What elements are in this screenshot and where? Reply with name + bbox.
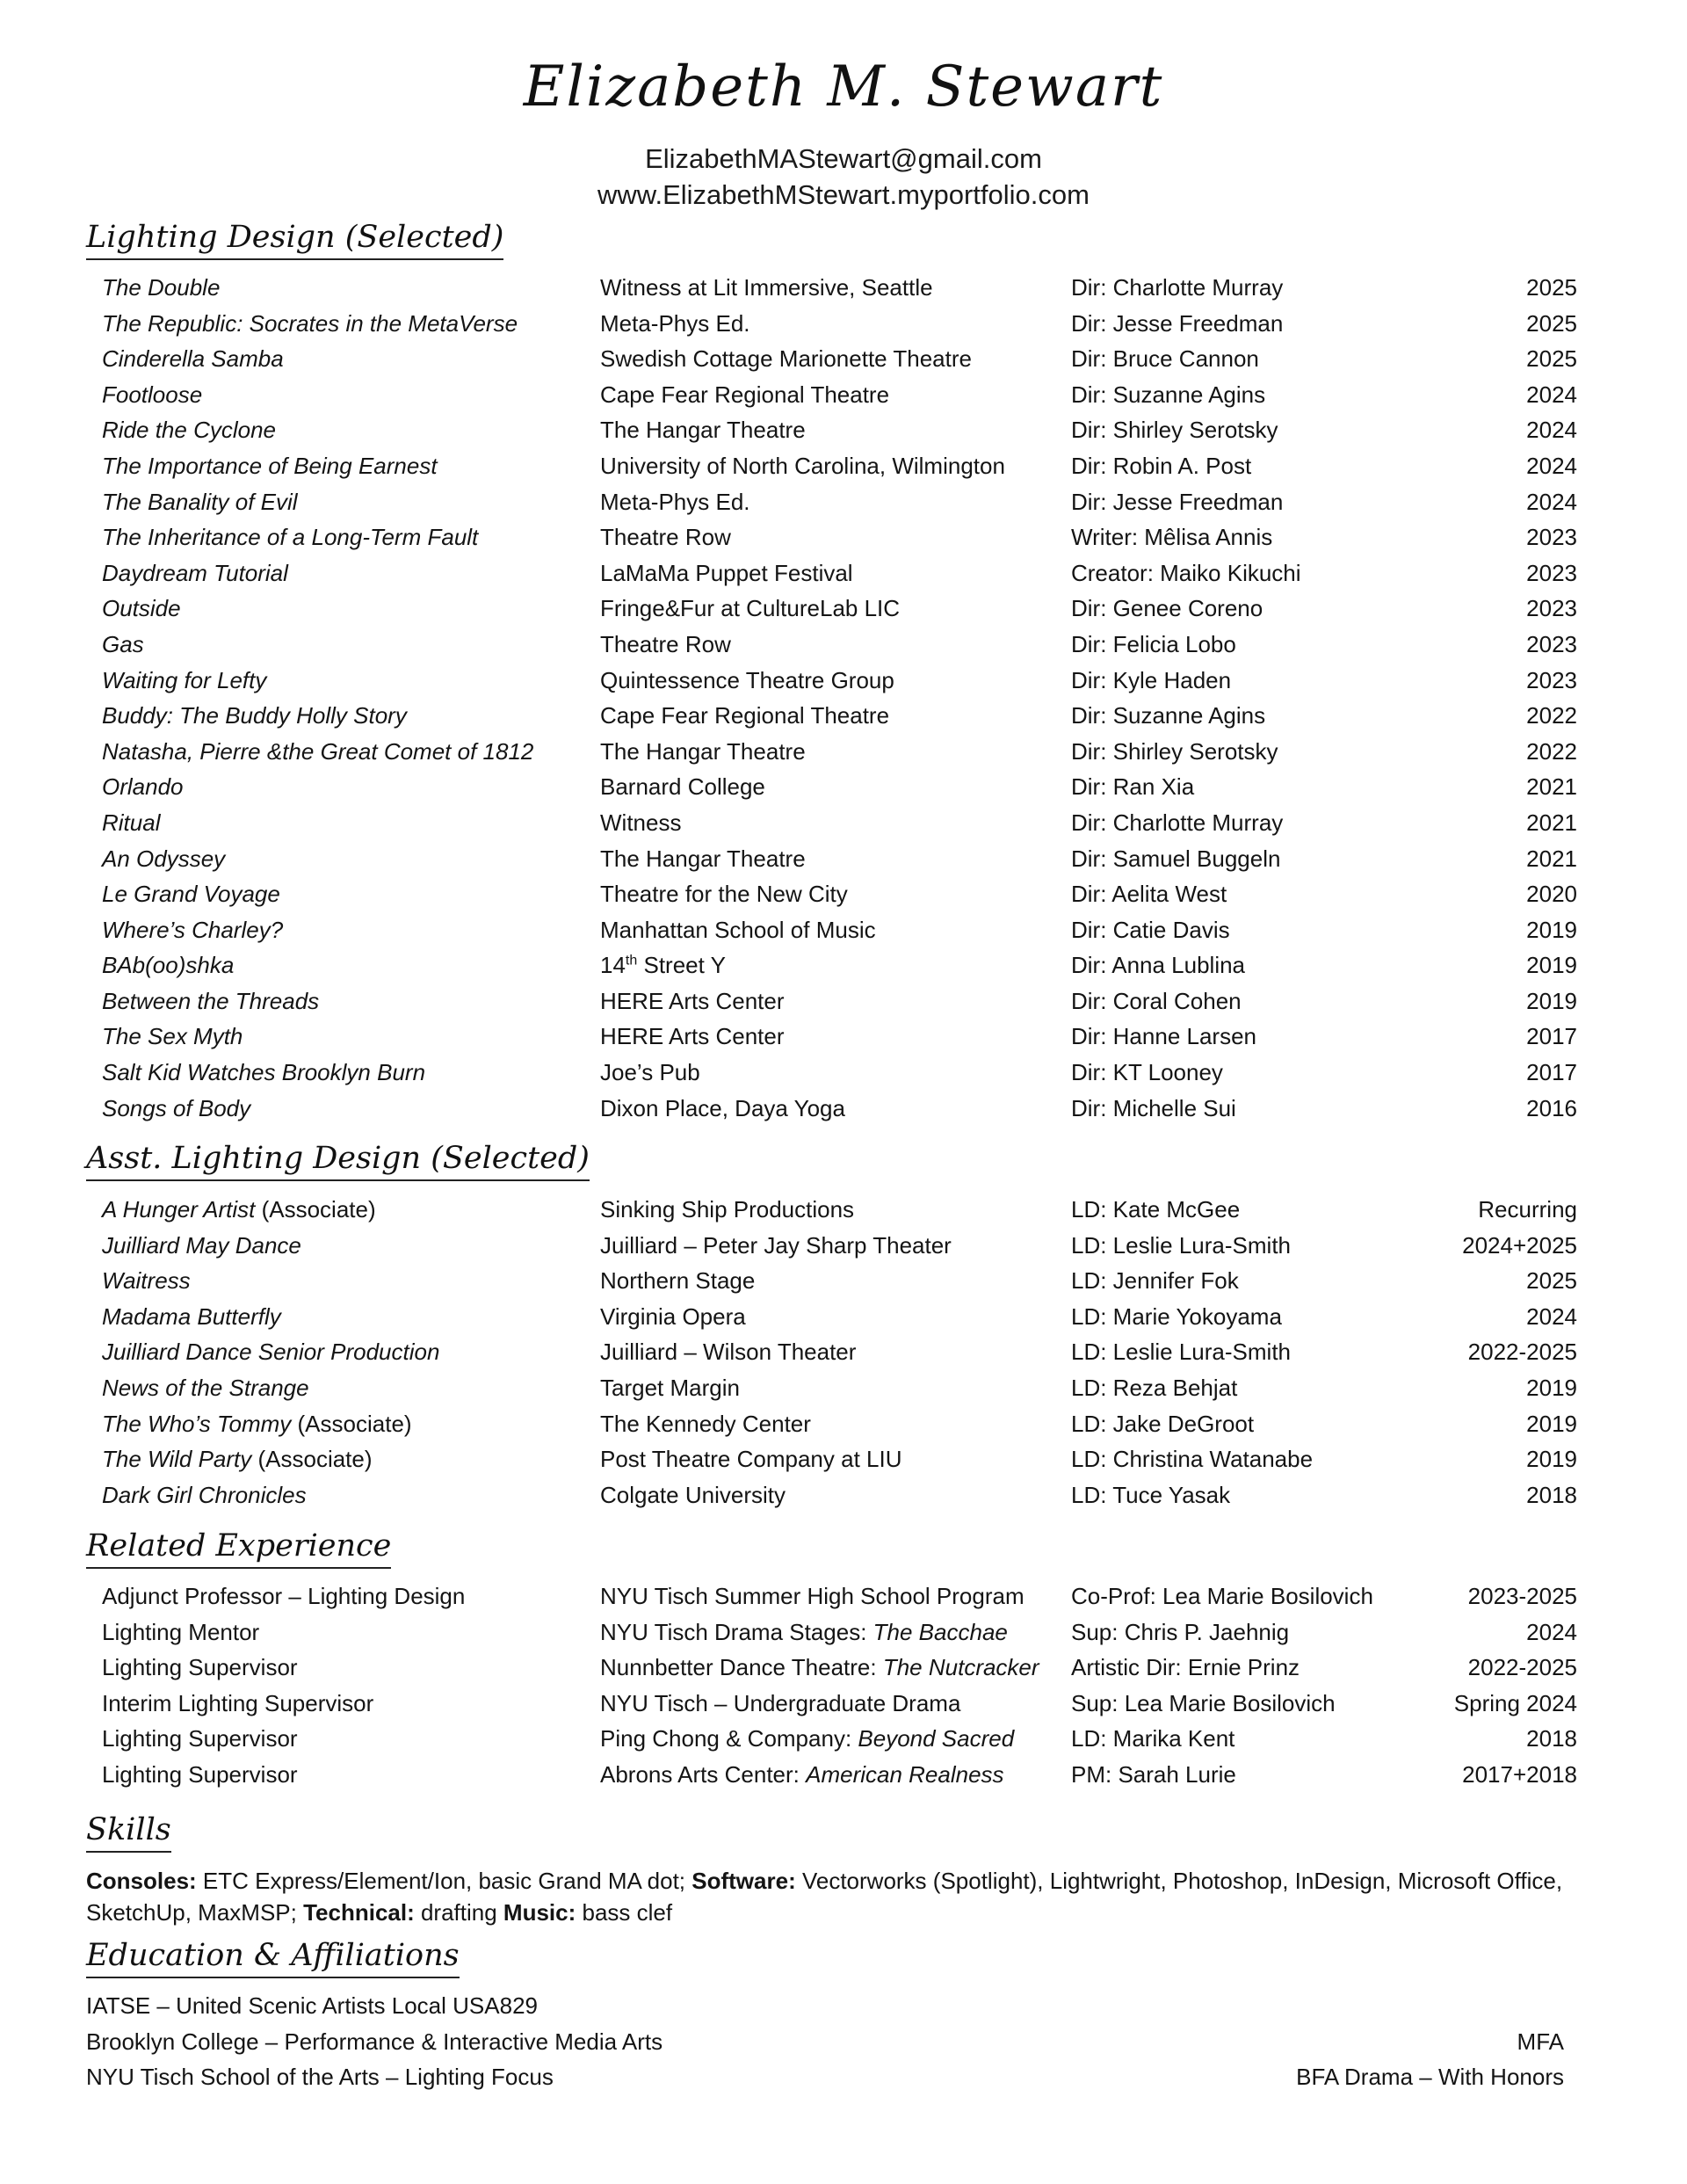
skills-consoles: ETC Express/Element/Ion, basic Grand MA dot;	[196, 1868, 692, 1894]
venue-production: American Realness	[806, 1760, 1004, 1788]
director-credit: Dir: Felicia Lobo	[1071, 630, 1236, 657]
degree: BFA Drama – With Honors	[1296, 2064, 1564, 2091]
lighting-row	[0, 912, 1687, 948]
production-cell	[102, 1192, 376, 1228]
production-title: Orlando	[102, 773, 184, 801]
venue: Virginia Opera	[600, 1302, 746, 1330]
skills-software: Vectorworks (Spotlight), Lightwright, Photoshop, InDesign, Microsoft Office, SketchUp, MaxMSP;	[86, 1868, 1563, 1926]
venue: Swedish Cottage Marionette Theatre	[600, 345, 972, 373]
production-title: BAb(oo)shka	[102, 952, 235, 979]
venue: Cape Fear Regional Theatre	[600, 381, 890, 408]
venue-cell	[600, 1614, 1008, 1651]
name-heading: Elizabeth M. Stewart	[523, 54, 1164, 120]
venue: LaMaMa Puppet Festival	[600, 559, 853, 586]
asst-row	[0, 1370, 1687, 1406]
production-title: A Hunger Artist	[102, 1196, 256, 1223]
venue: Cape Fear Regional Theatre	[600, 702, 890, 729]
venue: Barnard College	[600, 773, 765, 801]
supervisor-credit: Artistic Dir: Ernie Prinz	[1071, 1654, 1300, 1681]
role: Lighting Supervisor	[102, 1654, 298, 1681]
production-title: The Importance of Being Earnest	[102, 452, 438, 479]
production-cell	[102, 1334, 439, 1370]
director-credit: Dir: Jesse Freedman	[1071, 309, 1284, 337]
director-credit: Dir: Genee Coreno	[1071, 595, 1263, 622]
production-title: Salt Kid Watches Brooklyn Burn	[102, 1059, 426, 1086]
lighting-row	[0, 448, 1687, 484]
venue-cell	[600, 1686, 960, 1722]
supervisor-credit: PM: Sarah Lurie	[1071, 1760, 1236, 1788]
production-title: Natasha, Pierre &the Great Comet of 1812	[102, 737, 534, 765]
production-note: (Associate)	[251, 1446, 373, 1473]
year: 2024+2025	[1462, 1231, 1577, 1259]
lighting-row	[0, 734, 1687, 770]
director-credit: Dir: Suzanne Agins	[1071, 702, 1266, 729]
year: 2019	[1526, 987, 1577, 1014]
production-title: Waiting for Lefty	[102, 666, 267, 693]
institution: Brooklyn College – Performance & Interactive Media Arts	[86, 2028, 663, 2055]
related-row	[0, 1650, 1687, 1686]
year: 2024	[1526, 1618, 1577, 1645]
lighting-row	[0, 519, 1687, 555]
lighting-row	[0, 663, 1687, 699]
lighting-list	[0, 270, 1687, 1126]
role: Lighting Mentor	[102, 1618, 260, 1645]
production-title: Ride the Cyclone	[102, 417, 276, 444]
production-title: Cinderella Samba	[102, 345, 284, 373]
venue: Fringe&Fur at CultureLab LIC	[600, 595, 901, 622]
year: 2023	[1526, 595, 1577, 622]
supervisor-credit: Sup: Lea Marie Bosilovich	[1071, 1689, 1336, 1716]
venue: HERE Arts Center	[600, 1023, 785, 1050]
education-row	[0, 2024, 1687, 2060]
lighting-row	[0, 805, 1687, 841]
venue: Colgate University	[600, 1481, 786, 1508]
director-credit: Dir: Robin A. Post	[1071, 452, 1252, 479]
venue-cell	[600, 1578, 1025, 1614]
venue: Juilliard – Peter Jay Sharp Theater	[600, 1231, 952, 1259]
director-credit: Dir: Michelle Sui	[1071, 1094, 1236, 1121]
director-credit: Dir: Hanne Larsen	[1071, 1023, 1256, 1050]
director-credit: Dir: Charlotte Murray	[1071, 809, 1284, 836]
lighting-row	[0, 341, 1687, 377]
lighting-row	[0, 1019, 1687, 1055]
skills-consoles-label: Consoles:	[86, 1868, 197, 1894]
institution: IATSE – United Scenic Artists Local USA829	[86, 1992, 538, 2019]
year: 2019	[1526, 1410, 1577, 1437]
year: 2023	[1526, 559, 1577, 586]
asst-row	[0, 1441, 1687, 1477]
year: 2023	[1526, 666, 1577, 693]
director-credit: Dir: Shirley Serotsky	[1071, 417, 1278, 444]
asst-row	[0, 1477, 1687, 1513]
director-credit: Dir: Catie Davis	[1071, 916, 1230, 943]
education-list	[0, 1988, 1687, 2095]
production-title: The Double	[102, 274, 221, 301]
related-row	[0, 1721, 1687, 1757]
production-title: Outside	[102, 595, 181, 622]
venue: NYU Tisch – Undergraduate Drama	[600, 1689, 961, 1716]
ld-credit: LD: Marie Yokoyama	[1071, 1302, 1282, 1330]
production-title: Gas	[102, 630, 144, 657]
venue: Meta-Phys Ed.	[600, 309, 750, 337]
director-credit: Writer: Mêlisa Annis	[1071, 524, 1273, 551]
year: 2024	[1526, 1302, 1577, 1330]
lighting-row	[0, 412, 1687, 448]
venue-cell	[600, 1721, 1014, 1757]
venue: Target Margin	[600, 1374, 740, 1401]
year: 2024	[1526, 417, 1577, 444]
asst-row	[0, 1192, 1687, 1228]
production-title: Waitress	[102, 1267, 191, 1295]
venue-production: The Bacchae	[872, 1618, 1008, 1645]
production-cell	[102, 1228, 301, 1264]
ld-credit: LD: Jake DeGroot	[1071, 1410, 1255, 1437]
production-title: Ritual	[102, 809, 161, 836]
venue: Sinking Ship Productions	[600, 1196, 855, 1223]
related-row	[0, 1686, 1687, 1722]
year: 2024	[1526, 488, 1577, 515]
year: 2019	[1526, 916, 1577, 943]
production-title: The Who’s Tommy	[102, 1410, 292, 1437]
venue-production: Beyond Sacred	[858, 1725, 1015, 1752]
director-credit: Dir: Anna Lublina	[1071, 952, 1246, 979]
section-lighting-title: Lighting Design (Selected)	[86, 218, 503, 260]
production-title: The Wild Party	[102, 1446, 252, 1473]
year: 2020	[1526, 881, 1577, 908]
lighting-row	[0, 270, 1687, 306]
venue: Abrons Arts Center:	[600, 1760, 807, 1788]
asst-row	[0, 1228, 1687, 1264]
ld-credit: LD: Jennifer Fok	[1071, 1267, 1239, 1295]
supervisor-credit: LD: Marika Kent	[1071, 1725, 1235, 1752]
venue: Nunnbetter Dance Theatre:	[600, 1654, 883, 1681]
skills-technical-label: Technical:	[303, 1899, 415, 1926]
production-title: Juilliard Dance Senior Production	[102, 1339, 440, 1366]
lighting-row	[0, 1055, 1687, 1091]
year: Recurring	[1478, 1196, 1577, 1223]
year: 2024	[1526, 452, 1577, 479]
year: 2018	[1526, 1725, 1577, 1752]
education-row	[0, 2059, 1687, 2095]
production-title: An Odyssey	[102, 845, 226, 872]
role: Adjunct Professor – Lighting Design	[102, 1583, 466, 1609]
year: 2023	[1526, 524, 1577, 551]
production-title: Daydream Tutorial	[102, 559, 288, 586]
production-note: (Associate)	[255, 1196, 376, 1223]
lighting-row	[0, 947, 1687, 983]
skills-music-label: Music:	[503, 1899, 576, 1926]
venue: The Hangar Theatre	[600, 417, 806, 444]
production-title: The Inheritance of a Long-Term Fault	[102, 524, 479, 551]
director-credit: Dir: Suzanne Agins	[1071, 381, 1266, 408]
venue: NYU Tisch Drama Stages:	[600, 1618, 873, 1645]
year: 2025	[1526, 1267, 1577, 1295]
year: 2025	[1526, 345, 1577, 373]
section-skills-title: Skills	[86, 1810, 171, 1853]
venue: HERE Arts Center	[600, 987, 785, 1014]
production-title: The Banality of Evil	[102, 488, 298, 515]
email-link[interactable]: ElizabethMAStewart@gmail.com	[645, 143, 1042, 174]
skills-software-label: Software:	[691, 1868, 796, 1894]
venue: The Kennedy Center	[600, 1410, 811, 1437]
year: 2021	[1526, 809, 1577, 836]
venue: Theatre Row	[600, 524, 731, 551]
asst-row	[0, 1406, 1687, 1442]
year: 2017	[1526, 1023, 1577, 1050]
lighting-row	[0, 769, 1687, 805]
supervisor-credit: Co-Prof: Lea Marie Bosilovich	[1071, 1583, 1373, 1609]
related-row	[0, 1578, 1687, 1614]
production-cell	[102, 1441, 373, 1477]
related-row	[0, 1757, 1687, 1793]
venue: University of North Carolina, Wilmington	[600, 452, 1005, 479]
venue: Post Theatre Company at LIU	[600, 1446, 902, 1473]
supervisor-credit: Sup: Chris P. Jaehnig	[1071, 1618, 1290, 1645]
year: 2022-2025	[1467, 1654, 1577, 1681]
venue: Manhattan School of Music	[600, 916, 876, 943]
year: 2023-2025	[1467, 1583, 1577, 1609]
production-title: Le Grand Voyage	[102, 881, 280, 908]
ld-credit: LD: Tuce Yasak	[1071, 1481, 1231, 1508]
director-credit: Dir: Coral Cohen	[1071, 987, 1242, 1014]
director-credit: Dir: Charlotte Murray	[1071, 274, 1284, 301]
production-title: News of the Strange	[102, 1374, 309, 1401]
year: 2017+2018	[1462, 1760, 1577, 1788]
year: Spring 2024	[1453, 1689, 1577, 1716]
director-credit: Dir: Bruce Cannon	[1071, 345, 1259, 373]
ld-credit: LD: Leslie Lura-Smith	[1071, 1339, 1291, 1366]
production-title: Juilliard May Dance	[102, 1231, 301, 1259]
lighting-row	[0, 555, 1687, 591]
website-link[interactable]: www.ElizabethMStewart.myportfolio.com	[597, 179, 1090, 210]
director-credit: Dir: Samuel Buggeln	[1071, 845, 1281, 872]
year: 2017	[1526, 1059, 1577, 1086]
production-title: The Sex Myth	[102, 1023, 243, 1050]
lighting-row	[0, 484, 1687, 520]
lighting-row	[0, 627, 1687, 663]
related-list	[0, 1578, 1687, 1793]
director-credit: Dir: Shirley Serotsky	[1071, 737, 1278, 765]
year: 2025	[1526, 274, 1577, 301]
year: 2022-2025	[1467, 1339, 1577, 1366]
production-title: Between the Threads	[102, 987, 320, 1014]
director-credit: Dir: KT Looney	[1071, 1059, 1223, 1086]
venue: Dixon Place, Daya Yoga	[600, 1094, 845, 1121]
venue: Quintessence Theatre Group	[600, 666, 894, 693]
venue: Witness at Lit Immersive, Seattle	[600, 274, 933, 301]
related-row	[0, 1614, 1687, 1651]
director-credit: Dir: Kyle Haden	[1071, 666, 1232, 693]
production-note: (Associate)	[291, 1410, 412, 1437]
production-title: Footloose	[102, 381, 203, 408]
venue: Joe’s Pub	[600, 1059, 700, 1086]
venue: 14th Street Y	[600, 952, 726, 979]
director-credit: Dir: Jesse Freedman	[1071, 488, 1284, 515]
lighting-row	[0, 841, 1687, 877]
year: 2021	[1526, 845, 1577, 872]
lighting-row	[0, 591, 1687, 627]
ld-credit: LD: Leslie Lura-Smith	[1071, 1231, 1291, 1259]
production-title: Songs of Body	[102, 1094, 251, 1121]
director-credit: Dir: Ran Xia	[1071, 773, 1195, 801]
institution: NYU Tisch School of the Arts – Lighting Focus	[86, 2064, 554, 2091]
year: 2025	[1526, 309, 1577, 337]
lighting-row	[0, 1091, 1687, 1127]
year: 2021	[1526, 773, 1577, 801]
venue: Juilliard – Wilson Theater	[600, 1339, 857, 1366]
production-title: Madama Butterfly	[102, 1302, 281, 1330]
year: 2019	[1526, 1446, 1577, 1473]
year: 2022	[1526, 702, 1577, 729]
production-cell	[102, 1477, 307, 1513]
production-title: Buddy: The Buddy Holly Story	[102, 702, 407, 729]
ld-credit: LD: Christina Watanabe	[1071, 1446, 1314, 1473]
year: 2024	[1526, 381, 1577, 408]
production-cell	[102, 1263, 191, 1299]
ld-credit: LD: Reza Behjat	[1071, 1374, 1238, 1401]
degree: MFA	[1517, 2028, 1564, 2055]
role: Lighting Supervisor	[102, 1725, 298, 1752]
venue: Meta-Phys Ed.	[600, 488, 750, 515]
lighting-row	[0, 983, 1687, 1019]
year: 2019	[1526, 952, 1577, 979]
production-title: Dark Girl Chronicles	[102, 1481, 307, 1508]
venue-cell	[600, 1650, 1039, 1686]
director-credit: Creator: Maiko Kikuchi	[1071, 559, 1301, 586]
venue: Theatre Row	[600, 630, 731, 657]
director-credit: Dir: Aelita West	[1071, 881, 1227, 908]
venue: NYU Tisch Summer High School Program	[600, 1583, 1025, 1609]
venue: Northern Stage	[600, 1267, 756, 1295]
production-cell	[102, 1370, 309, 1406]
venue-cell	[600, 1757, 1004, 1793]
education-row	[0, 1988, 1687, 2024]
role: Lighting Supervisor	[102, 1760, 298, 1788]
venue: The Hangar Theatre	[600, 845, 806, 872]
year: 2016	[1526, 1094, 1577, 1121]
production-title: Where’s Charley?	[102, 916, 284, 943]
section-education-title: Education & Affiliations	[86, 1936, 460, 1978]
venue: The Hangar Theatre	[600, 737, 806, 765]
production-title: The Republic: Socrates in the MetaVerse	[102, 309, 518, 337]
venue-production: The Nutcracker	[882, 1654, 1039, 1681]
lighting-row	[0, 377, 1687, 413]
ld-credit: LD: Kate McGee	[1071, 1196, 1241, 1223]
year: 2022	[1526, 737, 1577, 765]
lighting-row	[0, 698, 1687, 734]
year: 2018	[1526, 1481, 1577, 1508]
venue: Ping Chong & Company:	[600, 1725, 858, 1752]
asst-list	[0, 1192, 1687, 1513]
section-related-title: Related Experience	[86, 1527, 391, 1569]
section-asst-title: Asst. Lighting Design (Selected)	[86, 1139, 590, 1181]
asst-row	[0, 1334, 1687, 1370]
skills-music: bass clef	[576, 1899, 673, 1926]
asst-row	[0, 1299, 1687, 1335]
venue: Witness	[600, 809, 682, 836]
asst-row	[0, 1263, 1687, 1299]
year: 2023	[1526, 630, 1577, 657]
role: Interim Lighting Supervisor	[102, 1689, 374, 1716]
lighting-row	[0, 306, 1687, 342]
venue: Theatre for the New City	[600, 881, 848, 908]
lighting-row	[0, 876, 1687, 912]
production-cell	[102, 1406, 412, 1442]
production-cell	[102, 1299, 281, 1335]
skills-technical: drafting	[414, 1899, 503, 1926]
year: 2019	[1526, 1374, 1577, 1401]
skills-text	[86, 1865, 1615, 1928]
